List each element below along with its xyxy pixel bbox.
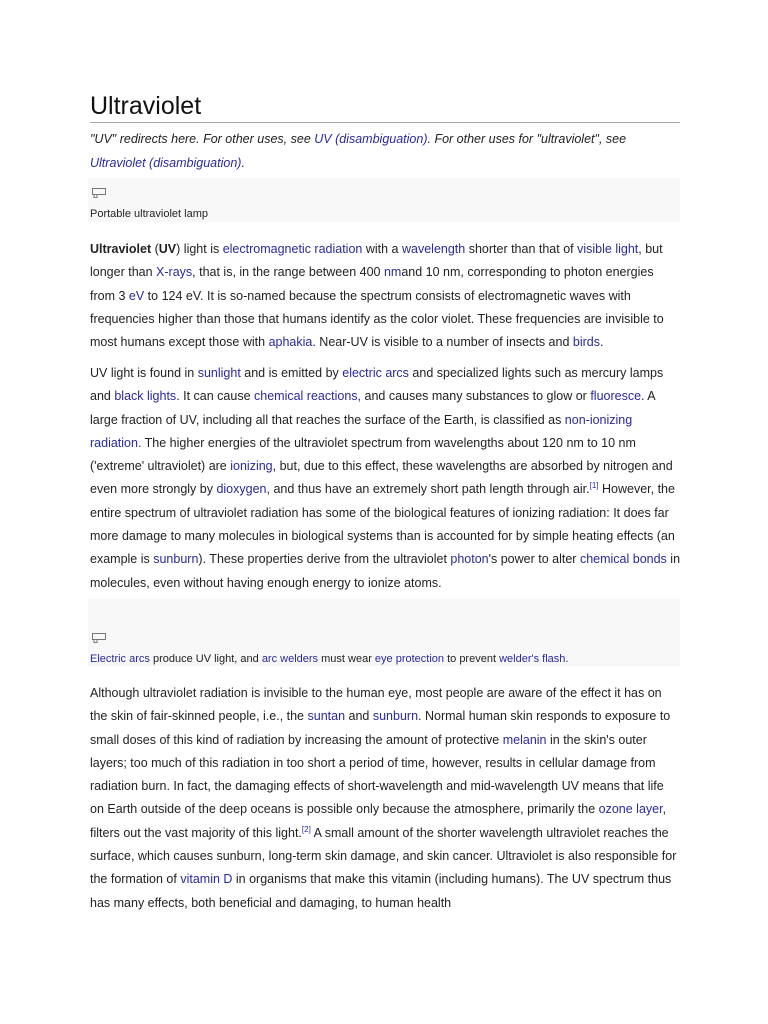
link-sunlight[interactable]: sunlight xyxy=(197,366,241,380)
link-ozone-layer[interactable]: ozone layer xyxy=(598,802,663,817)
link-welders-flash[interactable]: welder's flash xyxy=(499,653,566,665)
link-chemical-reactions[interactable]: chemical reactions, xyxy=(254,389,362,404)
paragraph-intro: Ultraviolet (UV) light is electromagnetic radiation with a wavelength shorter than that of visible light, but longer than X-rays, that is, in the range between 400 nmand 10 nm, corresponding to photon energies from 3 eV to 124 eV. It is so-named because the spectrum consists of electromagnetic waves with frequencies higher than those that humans identify as the color violet. These frequencies are invisible to most humans except those with aphakia. Near-UV is visible to a number of insects and birds. xyxy=(90,242,664,350)
reference-1[interactable]: [1] xyxy=(589,481,599,491)
link-aphakia[interactable]: aphakia xyxy=(268,335,313,350)
link-vitamin-d[interactable]: vitamin D xyxy=(180,872,233,887)
link-eye-protection[interactable]: eye protection xyxy=(374,653,445,665)
link-black-lights[interactable]: black lights xyxy=(114,389,177,404)
link-arc-welders[interactable]: arc welders xyxy=(261,653,319,665)
paragraph-sources: UV light is found in sunlight and is emitted by electric arcs and specialized lights such as mercury lamps and black lights. It can cause chemical reactions, and causes many substances to glow or fluoresce. A large fraction of UV, including all that reaches the surface of the Earth, is classified as non-ionizing radiation. The higher energies of the ultraviolet spectrum from wavelengths about 120 nm to 10 nm ('extreme' ultraviolet) are ionizing, but, due to this effect, these wavelengths are absorbed by nitrogen and even more strongly by dioxygen, and thus have an extremely short path length through air.[1] However, the entire spectrum of ultraviolet radiation has some of the biological features of ionizing radiation: It does far more damage to many molecules in biological systems than is accounted for by simple heating effects (an example is sunburn). These properties derive from the ultraviolet photon's power to alter chemical bonds in molecules, even without having enough energy to ionize atoms. xyxy=(90,366,681,590)
link-ev[interactable]: eV xyxy=(128,288,145,303)
link-ionizing[interactable]: ionizing xyxy=(230,459,273,474)
link-sunburn[interactable]: sunburn xyxy=(153,552,199,567)
link-chemical-bonds[interactable]: chemical bonds xyxy=(579,552,667,567)
hatnote: "UV" redirects here. For other uses, see UV (disambiguation). For other uses for "ultraviolet", see Ultraviolet (disambiguation). xyxy=(90,132,627,170)
figure-caption: Electric arcs produce UV light, and arc welders must wear eye protection to prevent welder's flash. xyxy=(90,653,569,665)
link-electric-arcs-caption[interactable]: Electric arcs xyxy=(90,653,150,665)
link-fluoresce[interactable]: fluoresce xyxy=(590,389,642,404)
link-nm[interactable]: nm xyxy=(383,265,402,280)
link-suntan[interactable]: suntan xyxy=(307,709,346,724)
figure-electric-arcs xyxy=(88,599,680,666)
link-uv-disambiguation[interactable]: UV (disambiguation) xyxy=(314,132,428,146)
figure-lamp xyxy=(88,178,680,222)
link-non-ionizing-radiation[interactable]: non-ionizing radiation xyxy=(90,412,633,450)
reference-2[interactable]: [2] xyxy=(301,824,311,834)
page-title: Ultraviolet xyxy=(90,90,680,123)
link-electromagnetic-radiation[interactable]: electromagnetic radiation xyxy=(222,242,363,256)
link-visible-light[interactable]: visible light xyxy=(577,242,639,256)
link-birds[interactable]: birds xyxy=(572,335,600,350)
link-electric-arcs[interactable]: electric arcs xyxy=(342,366,409,380)
figure-caption: Portable ultraviolet lamp xyxy=(90,208,209,220)
link-melanin[interactable]: melanin xyxy=(502,732,547,747)
paragraph-effects: Although ultraviolet radiation is invisible to the human eye, most people are aware of the effect it has on the skin of fair-skinned people, i.e., the suntan and sunburn. Normal human skin responds to exposure to small doses of this kind of radiation by increasing the amount of protective melanin in the skin's outer layers; too much of this radiation in too short a period of time, however, results in cellular damage from radiation burn. In fact, the damaging effects of short-wavelength and mid-wavelength UV means that life on Earth outside of the deep oceans is possible only because the atmosphere, primarily the ozone layer, filters out the vast majority of this light.[2] A small amount of the shorter wavelength ultraviolet reaches the surface, which causes sunburn, long-term skin damage, and skin cancer. Ultraviolet is also responsible for the formation of vitamin D in organisms that make this vitamin (including humans). The UV spectrum thus has many effects, both beneficial and damaging, to human health xyxy=(90,686,677,910)
link-photon[interactable]: photon xyxy=(450,552,489,567)
link-wavelength[interactable]: wavelength xyxy=(401,242,466,256)
link-x-rays[interactable]: X-rays xyxy=(156,265,193,280)
link-sunburn-2[interactable]: sunburn xyxy=(372,709,419,724)
image-placeholder-icon[interactable] xyxy=(92,188,106,198)
link-ultraviolet-disambiguation[interactable]: Ultraviolet (disambiguation) xyxy=(90,155,242,170)
image-placeholder-icon[interactable] xyxy=(92,633,106,643)
link-dioxygen[interactable]: dioxygen xyxy=(216,482,267,497)
